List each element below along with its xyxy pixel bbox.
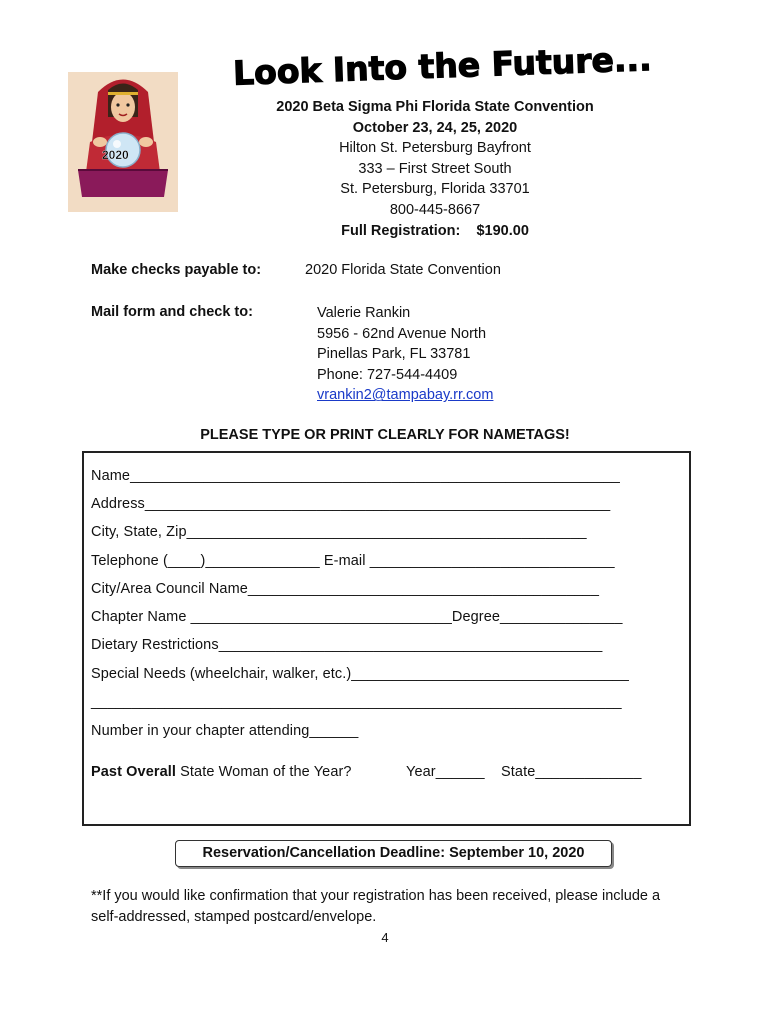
past-overall-bold: Past Overall	[91, 764, 177, 780]
mail-phone: Phone: 727-544-4409	[317, 366, 458, 383]
venue-street: 333 – First Street South	[358, 160, 512, 177]
dietary-restrictions-field[interactable]: Dietary Restrictions_______________________________________________	[91, 637, 603, 653]
address-field[interactable]: Address_________________________________________________________	[91, 496, 611, 512]
name-field[interactable]: Name____________________________________________________________	[91, 468, 620, 484]
venue-phone: 800-445-8667	[389, 201, 481, 218]
mail-address-block	[317, 303, 493, 406]
checks-payable-label: Make checks payable to:	[91, 262, 262, 278]
event-dates: October 23, 24, 25, 2020	[352, 119, 518, 136]
mail-to-label: Mail form and check to:	[91, 304, 253, 320]
state-field[interactable]: State_____________	[501, 764, 642, 780]
venue-city: St. Petersburg, Florida 33701	[340, 181, 530, 198]
registration-label: Full Registration:	[341, 222, 461, 239]
mail-city: Pinellas Park, FL 33781	[317, 346, 471, 363]
year-field[interactable]: Year______	[406, 764, 485, 780]
telephone-email-field[interactable]: Telephone (____)______________ E-mail ______________________________	[91, 553, 615, 569]
fortune-teller-illustration	[68, 72, 178, 212]
special-needs-extra-line[interactable]: _________________________________________________________________	[91, 694, 622, 710]
mail-email-link[interactable]: vrankin2@tampabay.rr.com	[317, 387, 494, 404]
number-attending-field[interactable]: Number in your chapter attending______	[91, 723, 359, 739]
past-overall-rest: State Woman of the Year?	[176, 764, 352, 780]
chapter-degree-field[interactable]: Chapter Name ________________________________Degree_______________	[91, 609, 623, 625]
event-name: 2020 Beta Sigma Phi Florida State Convention	[276, 99, 594, 115]
past-overall-question	[91, 764, 352, 780]
mail-name: Valerie Rankin	[317, 305, 411, 321]
confirmation-footnote: **If you would like confirmation that your registration has been received, please include a self-addressed, stamped postcard/envelope.	[91, 888, 661, 925]
illustration-year-label: 2020	[102, 148, 129, 162]
page-title: Look Into the Future...	[232, 39, 653, 93]
special-needs-field[interactable]: Special Needs (wheelchair, walker, etc.)__________________________________	[91, 666, 629, 682]
venue-name: Hilton St. Petersburg Bayfront	[339, 140, 531, 157]
page-title-art	[225, 36, 665, 98]
registration-price: $190.00	[476, 222, 529, 239]
deadline-box: Reservation/Cancellation Deadline: September 10, 2020	[175, 840, 612, 867]
mail-street: 5956 - 62nd Avenue North	[317, 325, 487, 342]
registration-fee	[240, 221, 630, 242]
checks-payable-value: 2020 Florida State Convention	[305, 262, 501, 278]
council-name-field[interactable]: City/Area Council Name___________________________________________	[91, 581, 599, 597]
nametag-instructions: PLEASE TYPE OR PRINT CLEARLY FOR NAMETAGS!	[200, 427, 570, 443]
page-number: 4	[381, 930, 389, 945]
event-details	[240, 97, 630, 241]
city-state-zip-field[interactable]: City, State, Zip_________________________________________________	[91, 524, 587, 540]
